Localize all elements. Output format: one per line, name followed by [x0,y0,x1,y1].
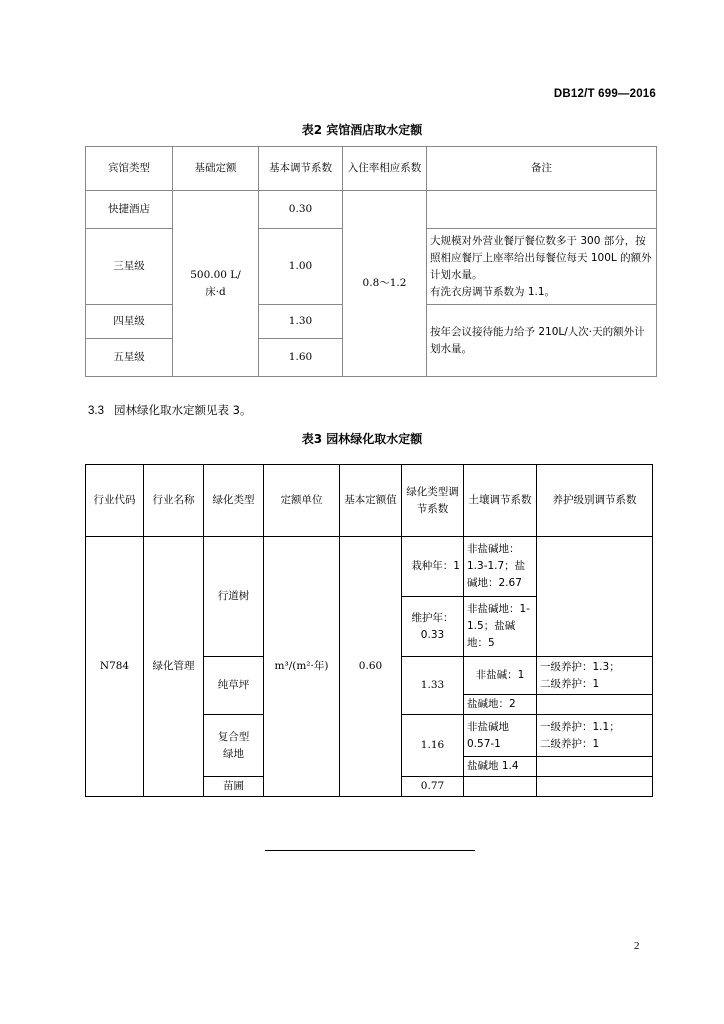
industry-code-cell: N784 [86,537,144,797]
soil-coef-empty-cell [464,777,537,797]
care-coef-empty-cell [537,757,653,777]
table3-header-cell: 养护级别调节系数 [537,465,653,537]
page-number: 2 [634,940,640,952]
table2-header-cell: 备注 [427,147,657,191]
adjust-coef-cell: 1.30 [259,305,343,339]
table3-header-cell: 行业代码 [86,465,144,537]
hotel-type-cell: 五星级 [86,339,173,377]
greening-type-line: 复合型 [217,730,250,743]
care-coef-empty-cell [537,537,653,657]
care-coef-line: 一级养护：1.1； [540,720,620,733]
document-code: DB12/T 699—2016 [553,88,656,100]
table3-landscaping-water-quota [85,464,653,797]
table2-header-row [86,147,657,191]
adjust-coef-cell: 1.60 [259,339,343,377]
industry-name-cell: 绿化管理 [144,537,204,797]
end-rule-divider [265,850,475,851]
soil-coef-cell: 盐碱地：2 [464,695,537,715]
hotel-type-cell: 三星级 [86,229,173,305]
table3-header-row [86,465,653,537]
greening-coef-cell: 栽种年：1 [402,537,464,597]
table3-header-cell: 土壤调节系数 [464,465,537,537]
section-paragraph [88,402,251,418]
greening-type-cell: 苗圃 [204,777,264,797]
table2-header-cell: 基本调节系数 [259,147,343,191]
care-coef-line: 一级养护：1.3； [540,660,620,673]
table3-header-cell: 绿化类型 [204,465,264,537]
adjust-coef-cell: 1.00 [259,229,343,305]
base-quota-line: 500.00 L/ [190,268,241,281]
greening-type-cell: 行道树 [204,537,264,657]
section-text: 园林绿化取水定额见表 3。 [114,403,252,417]
quota-unit-cell: m³/(m²·年) [264,537,340,797]
soil-coef-cell: 非盐碱：1 [464,657,537,695]
greening-coef-cell: 0.77 [402,777,464,797]
table3-header-cell: 行业名称 [144,465,204,537]
care-coef-empty-cell [537,695,653,715]
table2-title: 表2 宾馆酒店取水定额 [301,123,423,137]
hotel-type-cell: 四星级 [86,305,173,339]
greening-type-cell [204,715,264,777]
table2-header-cell: 宾馆类型 [86,147,173,191]
table-row [86,537,653,597]
soil-coef-cell: 非盐碱地：1.3-1.7；盐碱地：2.67 [464,537,537,597]
soil-coef-cell: 非盐碱地：1-1.5；盐碱地：5 [464,597,537,657]
table3-title: 表3 园林绿化取水定额 [301,432,423,446]
table2-header-cell: 基础定额 [173,147,259,191]
occupancy-coef-cell: 0.8～1.2 [343,191,427,377]
care-coef-cell [537,657,653,695]
base-quota-cell [173,191,259,377]
note-cell [427,229,657,305]
base-quota-value-cell: 0.60 [340,537,402,797]
greening-type-cell: 纯草坪 [204,657,264,715]
table3-header-cell: 绿化类型调节系数 [402,465,464,537]
greening-type-line: 绿地 [223,747,244,760]
soil-coef-cell: 非盐碱地 0.57-1 [464,715,537,757]
greening-coef-cell: 1.16 [402,715,464,777]
care-coef-line: 二级养护：1 [540,677,600,690]
soil-coef-cell: 盐碱地 1.4 [464,757,537,777]
care-coef-empty-cell [537,777,653,797]
hotel-type-cell: 快捷酒店 [86,191,173,229]
section-number: 3.3 [88,405,104,417]
table3-header-cell: 定额单位 [264,465,340,537]
table3-header-cell: 基本定额值 [340,465,402,537]
note-text: 大规模对外营业餐厅餐位数多于 300 部分，按照相应餐厅上座率给出每餐位每天 100L 的额外计划水量。 [430,234,652,281]
table2-hotel-water-quota [85,146,657,377]
table-row [86,191,657,229]
base-quota-line: 床·d [205,285,226,298]
note-cell: 按年会议接待能力给予 210L/人次·天的额外计划水量。 [427,305,657,377]
table2-header-cell: 入住率相应系数 [343,147,427,191]
adjust-coef-cell: 0.30 [259,191,343,229]
greening-coef-cell: 1.33 [402,657,464,715]
care-coef-line: 二级养护：1 [540,737,600,750]
care-coef-cell [537,715,653,757]
note-text: 有洗衣房调节系数为 1.1。 [430,285,556,298]
greening-coef-cell: 维护年：0.33 [402,597,464,657]
note-empty-cell [427,191,657,229]
